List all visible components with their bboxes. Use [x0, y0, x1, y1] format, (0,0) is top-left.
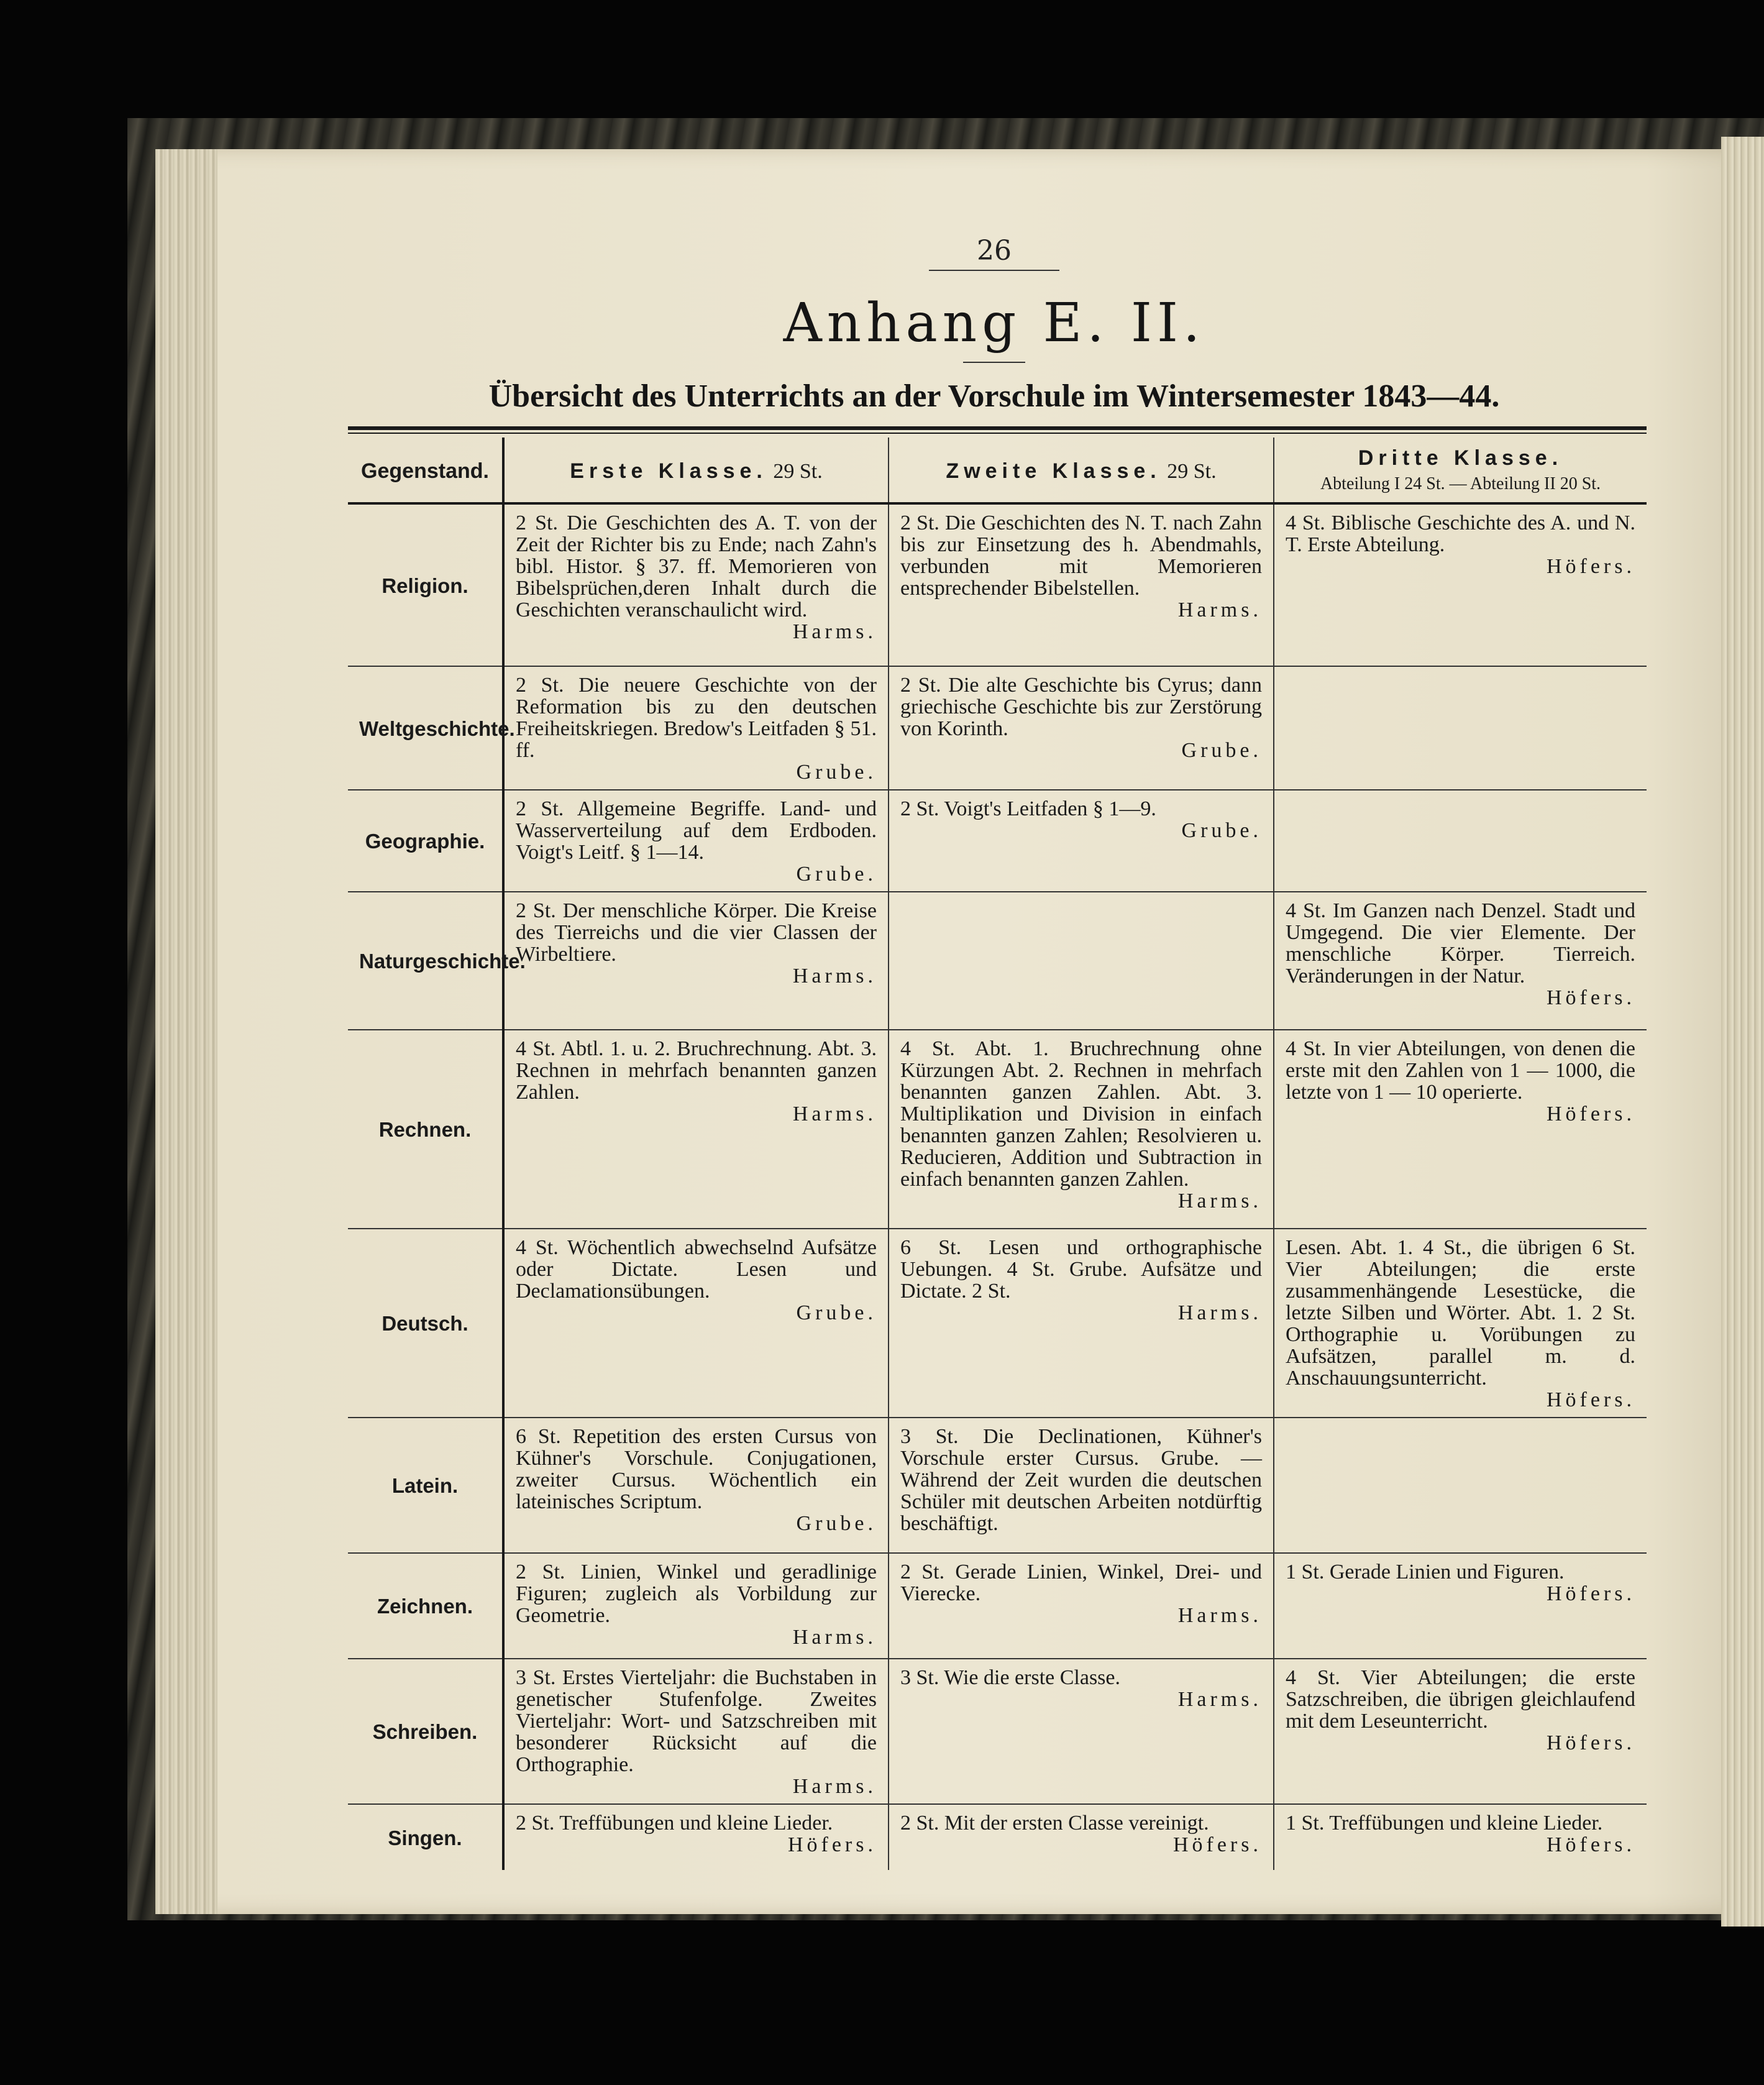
- header-class1-label: Erste Klasse.: [570, 459, 767, 483]
- row-subject: Deutsch.: [348, 1229, 503, 1418]
- header-class3: [1274, 438, 1647, 503]
- cell-text: 6 St. Lesen und orthographische Uebungen. 4 St. Grube. Aufsätze und Dictate. 2 St.: [900, 1236, 1262, 1303]
- row-subject: Rechnen.: [348, 1030, 503, 1229]
- cell-text: 4 St. Wöchentlich abwechselnd Aufsätze oder Dictate. Lesen und Declamationsübungen.: [516, 1236, 877, 1303]
- teacher-name: Grube.: [796, 1301, 877, 1324]
- cell-class2: [889, 1804, 1274, 1870]
- cell-class2: [889, 790, 1274, 892]
- table-row: [348, 1418, 1647, 1553]
- teacher-name: Grube.: [796, 1512, 877, 1535]
- cell-text: 2 St. Gerade Linien, Winkel, Drei- und Vierecke.: [900, 1560, 1262, 1605]
- cell-text: 4 St. Vier Abteilungen; die erste Satzschreiben, die übrigen gleichlaufend mit dem Leseunterricht.: [1286, 1666, 1635, 1733]
- cell-text: 2 St. Die Geschichten des A. T. von der Zeit der Richter bis zu Ende; nach Zahn's bibl. Histor. § 37. ff. Memorieren von Bibelsprüchen,deren Inhalt durch die Geschichten veranschaulicht wird.: [516, 511, 877, 621]
- cell-text: 4 St. In vier Abteilungen, von denen die erste mit den Zahlen von 1 — 1000, die letzte von 1 — 10 operierte.: [1286, 1037, 1635, 1104]
- cell-class3: [1274, 1030, 1647, 1229]
- row-subject: Naturgeschichte.: [348, 892, 503, 1030]
- header-class1-hours: 29 St.: [773, 459, 823, 483]
- teacher-name: Höfers.: [1172, 1833, 1262, 1856]
- cell-class3: [1274, 503, 1647, 666]
- cell-text: 4 St. Abtl. 1. u. 2. Bruchrechnung. Abt. 3. Rechnen in mehrfach benannten ganzen Zahlen.: [516, 1037, 877, 1104]
- teacher-name: Harms.: [792, 1102, 877, 1125]
- teacher-name: Harms.: [1177, 1301, 1262, 1324]
- cell-text: 4 St. Abt. 1. Bruchrechnung ohne Kürzungen Abt. 2. Rechnen in mehrfach benannten ganzen Zahlen. Abt. 3. Multiplikation und Division in einfach benannten ganzen Zahlen; Resolvieren u. Reducieren, Addition und Subtraction in einfach benannten ganzen Zahlen.: [900, 1037, 1262, 1191]
- cell-class2: [889, 503, 1274, 666]
- title-rule: [963, 362, 1025, 363]
- table-row: [348, 892, 1647, 1030]
- right-page-edges: [1721, 137, 1764, 1927]
- cell-class2: [889, 666, 1274, 790]
- cell-class1: [503, 1553, 889, 1659]
- teacher-name: Höfers.: [1546, 1582, 1635, 1605]
- cell-class3: [1274, 1229, 1647, 1418]
- cell-text: 3 St. Wie die erste Classe.: [900, 1666, 1120, 1689]
- overview-table: [348, 438, 1647, 1870]
- table-row: [348, 790, 1647, 892]
- cell-text: 2 St. Voigt's Leitfaden § 1—9.: [900, 797, 1156, 820]
- row-subject: Zeichnen.: [348, 1553, 503, 1659]
- cell-class1: [503, 1030, 889, 1229]
- cell-class1: [503, 790, 889, 892]
- teacher-name: Grube.: [1181, 819, 1262, 842]
- teacher-name: Höfers.: [1546, 1388, 1635, 1411]
- teacher-name: Harms.: [792, 1626, 877, 1649]
- subtitle: Übersicht des Unterrichts an der Vorschule im Wintersemester 1843—44.: [488, 378, 1500, 414]
- teacher-name: Grube.: [1181, 739, 1262, 762]
- cell-class2: [889, 1553, 1274, 1659]
- header-class3-label: Dritte Klasse.: [1358, 446, 1563, 470]
- table-body: [348, 503, 1647, 1870]
- cell-class2: [889, 1659, 1274, 1804]
- cell-text: 6 St. Repetition des ersten Cursus von Kühner's Vorschule. Conjugationen, zweiter Cursus. Wöchentlich ein lateinisches Scriptum.: [516, 1425, 877, 1513]
- table-row: [348, 503, 1647, 666]
- cell-class3: [1274, 790, 1647, 892]
- teacher-name: Höfers.: [787, 1833, 877, 1856]
- cell-text: 2 St. Mit der ersten Classe vereinigt.: [900, 1812, 1209, 1835]
- cell-class1: [503, 666, 889, 790]
- cell-text: 4 St. Biblische Geschichte des A. und N. T. Erste Abteilung.: [1286, 511, 1635, 556]
- cell-text: 4 St. Im Ganzen nach Denzel. Stadt und Umgegend. Die vier Elemente. Der menschliche Körper. Tierreich. Veränderungen in der Natur.: [1286, 899, 1635, 988]
- page-number-rule: [929, 270, 1059, 271]
- header-class2-hours: 29 St.: [1167, 459, 1217, 483]
- header-class3-sub: Abteilung I 24 St. — Abteilung II 20 St.: [1320, 474, 1601, 493]
- cell-class1: [503, 1418, 889, 1553]
- cell-class1: [503, 1659, 889, 1804]
- header-class2: [889, 438, 1274, 503]
- table-row: [348, 1804, 1647, 1870]
- row-subject: Singen.: [348, 1804, 503, 1870]
- row-subject: Religion.: [348, 503, 503, 666]
- header-class2-label: Zweite Klasse.: [946, 459, 1161, 483]
- cell-class2: [889, 1418, 1274, 1553]
- table-row: [348, 1229, 1647, 1418]
- cell-class1: [503, 1229, 889, 1418]
- teacher-name: Harms.: [1177, 1604, 1262, 1627]
- cell-text: 3 St. Erstes Vierteljahr: die Buchstaben in genetischer Stufenfolge. Zweites Vierteljahr: Wort- und Satzschreiben mit besonderer Rücksicht auf die Orthographie.: [516, 1666, 877, 1776]
- cell-text: 3 St. Die Declinationen, Kühner's Vorschule erster Cursus. Grube. — Während der Zeit wurden die deutschen Schüler mit deutschen Arbeiten notdürftig beschäftigt.: [900, 1425, 1262, 1535]
- cell-class1: [503, 503, 889, 666]
- cell-class2: [889, 1030, 1274, 1229]
- cell-text: 2 St. Linien, Winkel und geradlinige Figuren; zugleich als Vorbildung zur Geometrie.: [516, 1560, 877, 1627]
- table-row: [348, 1659, 1647, 1804]
- top-double-rule: [348, 426, 1647, 430]
- teacher-name: Höfers.: [1546, 555, 1635, 578]
- teacher-name: Höfers.: [1546, 1102, 1635, 1125]
- header-class1: [503, 438, 889, 503]
- teacher-name: Harms.: [792, 965, 877, 988]
- cell-class2: [889, 1229, 1274, 1418]
- teacher-name: Höfers.: [1546, 986, 1635, 1009]
- cell-text: 2 St. Treffübungen und kleine Lieder.: [516, 1812, 833, 1835]
- cell-text: Lesen. Abt. 1. 4 St., die übrigen 6 St. Vier Abteilungen; die erste zusammenhängende Lesestücke, die letzte Silben und Wörter. Abt. 1. 2 St. Orthographie u. Vorübungen zu Aufsätzen, parallel m. d. Anschauungsunterricht.: [1286, 1236, 1635, 1390]
- page-number: 26: [977, 235, 1012, 267]
- teacher-name: Harms.: [792, 620, 877, 643]
- cell-class1: [503, 892, 889, 1030]
- table-row: [348, 666, 1647, 790]
- cell-class1: [503, 1804, 889, 1870]
- teacher-name: Harms.: [792, 1775, 877, 1798]
- row-subject: Geographie.: [348, 790, 503, 892]
- cell-class3: [1274, 1659, 1647, 1804]
- cell-text: 2 St. Die neuere Geschichte von der Reformation bis zu den deutschen Freiheitskriegen. Bredow's Leitfaden § 51. ff.: [516, 674, 877, 762]
- page-edges: [155, 149, 217, 1914]
- teacher-name: Höfers.: [1546, 1731, 1635, 1754]
- main-title: Anhang E. II.: [783, 292, 1205, 354]
- row-subject: Schreiben.: [348, 1659, 503, 1804]
- teacher-name: Harms.: [1177, 1189, 1262, 1212]
- teacher-name: Harms.: [1177, 1688, 1262, 1711]
- header-row: [348, 438, 1647, 503]
- table-row: [348, 1553, 1647, 1659]
- teacher-name: Grube.: [796, 863, 877, 886]
- cell-text: 1 St. Gerade Linien und Figuren.: [1286, 1560, 1565, 1583]
- header-subject: Gegenstand.: [348, 438, 503, 503]
- cell-class3: [1274, 1804, 1647, 1870]
- table-row: [348, 1030, 1647, 1229]
- teacher-name: Höfers.: [1546, 1833, 1635, 1856]
- cell-text: 2 St. Die alte Geschichte bis Cyrus; dann griechische Geschichte bis zur Zerstörung von Korinth.: [900, 674, 1262, 740]
- row-subject: Weltgeschichte.: [348, 666, 503, 790]
- cell-class3: [1274, 666, 1647, 790]
- cell-text: 2 St. Der menschliche Körper. Die Kreise des Tierreichs und die vier Classen der Wirbeltiere.: [516, 899, 877, 966]
- teacher-name: Harms.: [1177, 598, 1262, 621]
- top-double-rule-thin: [348, 433, 1647, 434]
- cell-text: 2 St. Allgemeine Begriffe. Land- und Wasserverteilung auf dem Erdboden. Voigt's Leitf. § 1—14.: [516, 797, 877, 864]
- cell-class3: [1274, 1553, 1647, 1659]
- cell-class2: [889, 892, 1274, 1030]
- teacher-name: Grube.: [796, 761, 877, 784]
- cell-text: 1 St. Treffübungen und kleine Lieder.: [1286, 1812, 1603, 1835]
- cell-text: 2 St. Die Geschichten des N. T. nach Zahn bis zur Einsetzung des h. Abendmahls, verbunden mit Memorieren entsprechender Bibelstellen.: [900, 511, 1262, 600]
- cell-class3: [1274, 1418, 1647, 1553]
- cell-class3: [1274, 892, 1647, 1030]
- row-subject: Latein.: [348, 1418, 503, 1553]
